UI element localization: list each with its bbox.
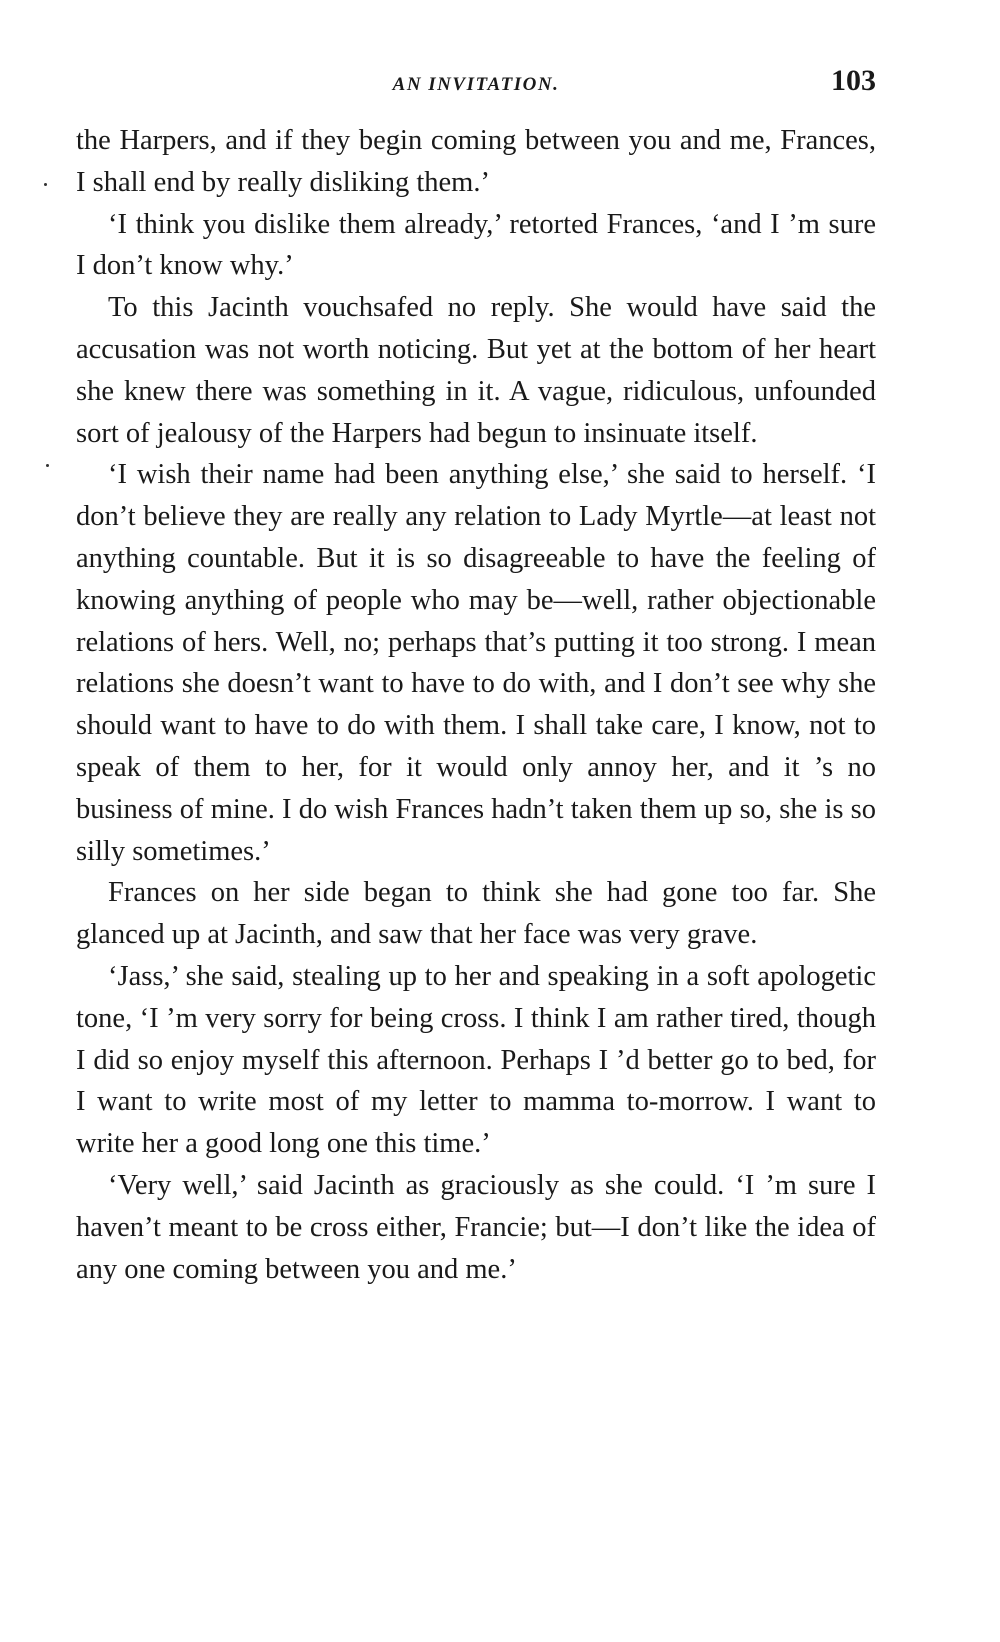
paragraph: Frances on her side began to think she had gone too far. She glanced up at Jacinth, and saw that her face was very grave. — [76, 877, 876, 951]
margin-speck — [46, 464, 49, 467]
paragraph: ‘I think you dislike them already,’ retorted Frances, ‘and I ’m sure I don’t know why.’ — [76, 208, 876, 282]
page-header — [76, 62, 876, 102]
paragraph: ‘Very well,’ said Jacinth as graciously as she could. ‘I ’m sure I haven’t meant to be cross either, Francie; but—I don’t like the idea of any one coming between you and me.’ — [76, 1169, 876, 1285]
paragraph: ‘I wish their name had been anything else,’ she said to herself. ‘I don’t believe they are really any relation to Lady Myrtle—at least not anything countable. But it is so disagreeable to have the feeling of knowing anything of people who may be—well, rather objectionable relations of hers. Well, no; perhaps that’s putting it too strong. I mean relations she doesn’t want to have to do with, and I don’t see why she should want to have to do with them. I shall take care, I know, not to speak of them to her, for it would only annoy her, and it ’s no business of mine. I do wish Frances hadn’t taken them up so, she is so silly sometimes.’ — [76, 459, 876, 867]
paragraph: To this Jacinth vouchsafed no reply. She would have said the accusation was not worth noticing. But yet at the bottom of her heart she knew there was something in it. A vague, ridiculous, unfounded sort of jealousy of the Harpers had begun to insinuate itself. — [76, 292, 876, 449]
body-text — [76, 120, 876, 1290]
margin-speck — [44, 183, 47, 186]
page-number: 103 — [831, 64, 876, 97]
paragraph: the Harpers, and if they begin coming between you and me, Frances, I shall end by really disliking them.’ — [76, 125, 876, 198]
running-title: AN INVITATION. — [392, 74, 560, 95]
paragraph: ‘Jass,’ she said, stealing up to her and speaking in a soft apologetic tone, ‘I ’m very sorry for being cross. I think I am rather tired, though I did so enjoy myself this afternoon. Perhaps I ’d better go to bed, for I want to write most of my letter to mamma to-morrow. I want to write her a good long one this time.’ — [76, 960, 876, 1160]
